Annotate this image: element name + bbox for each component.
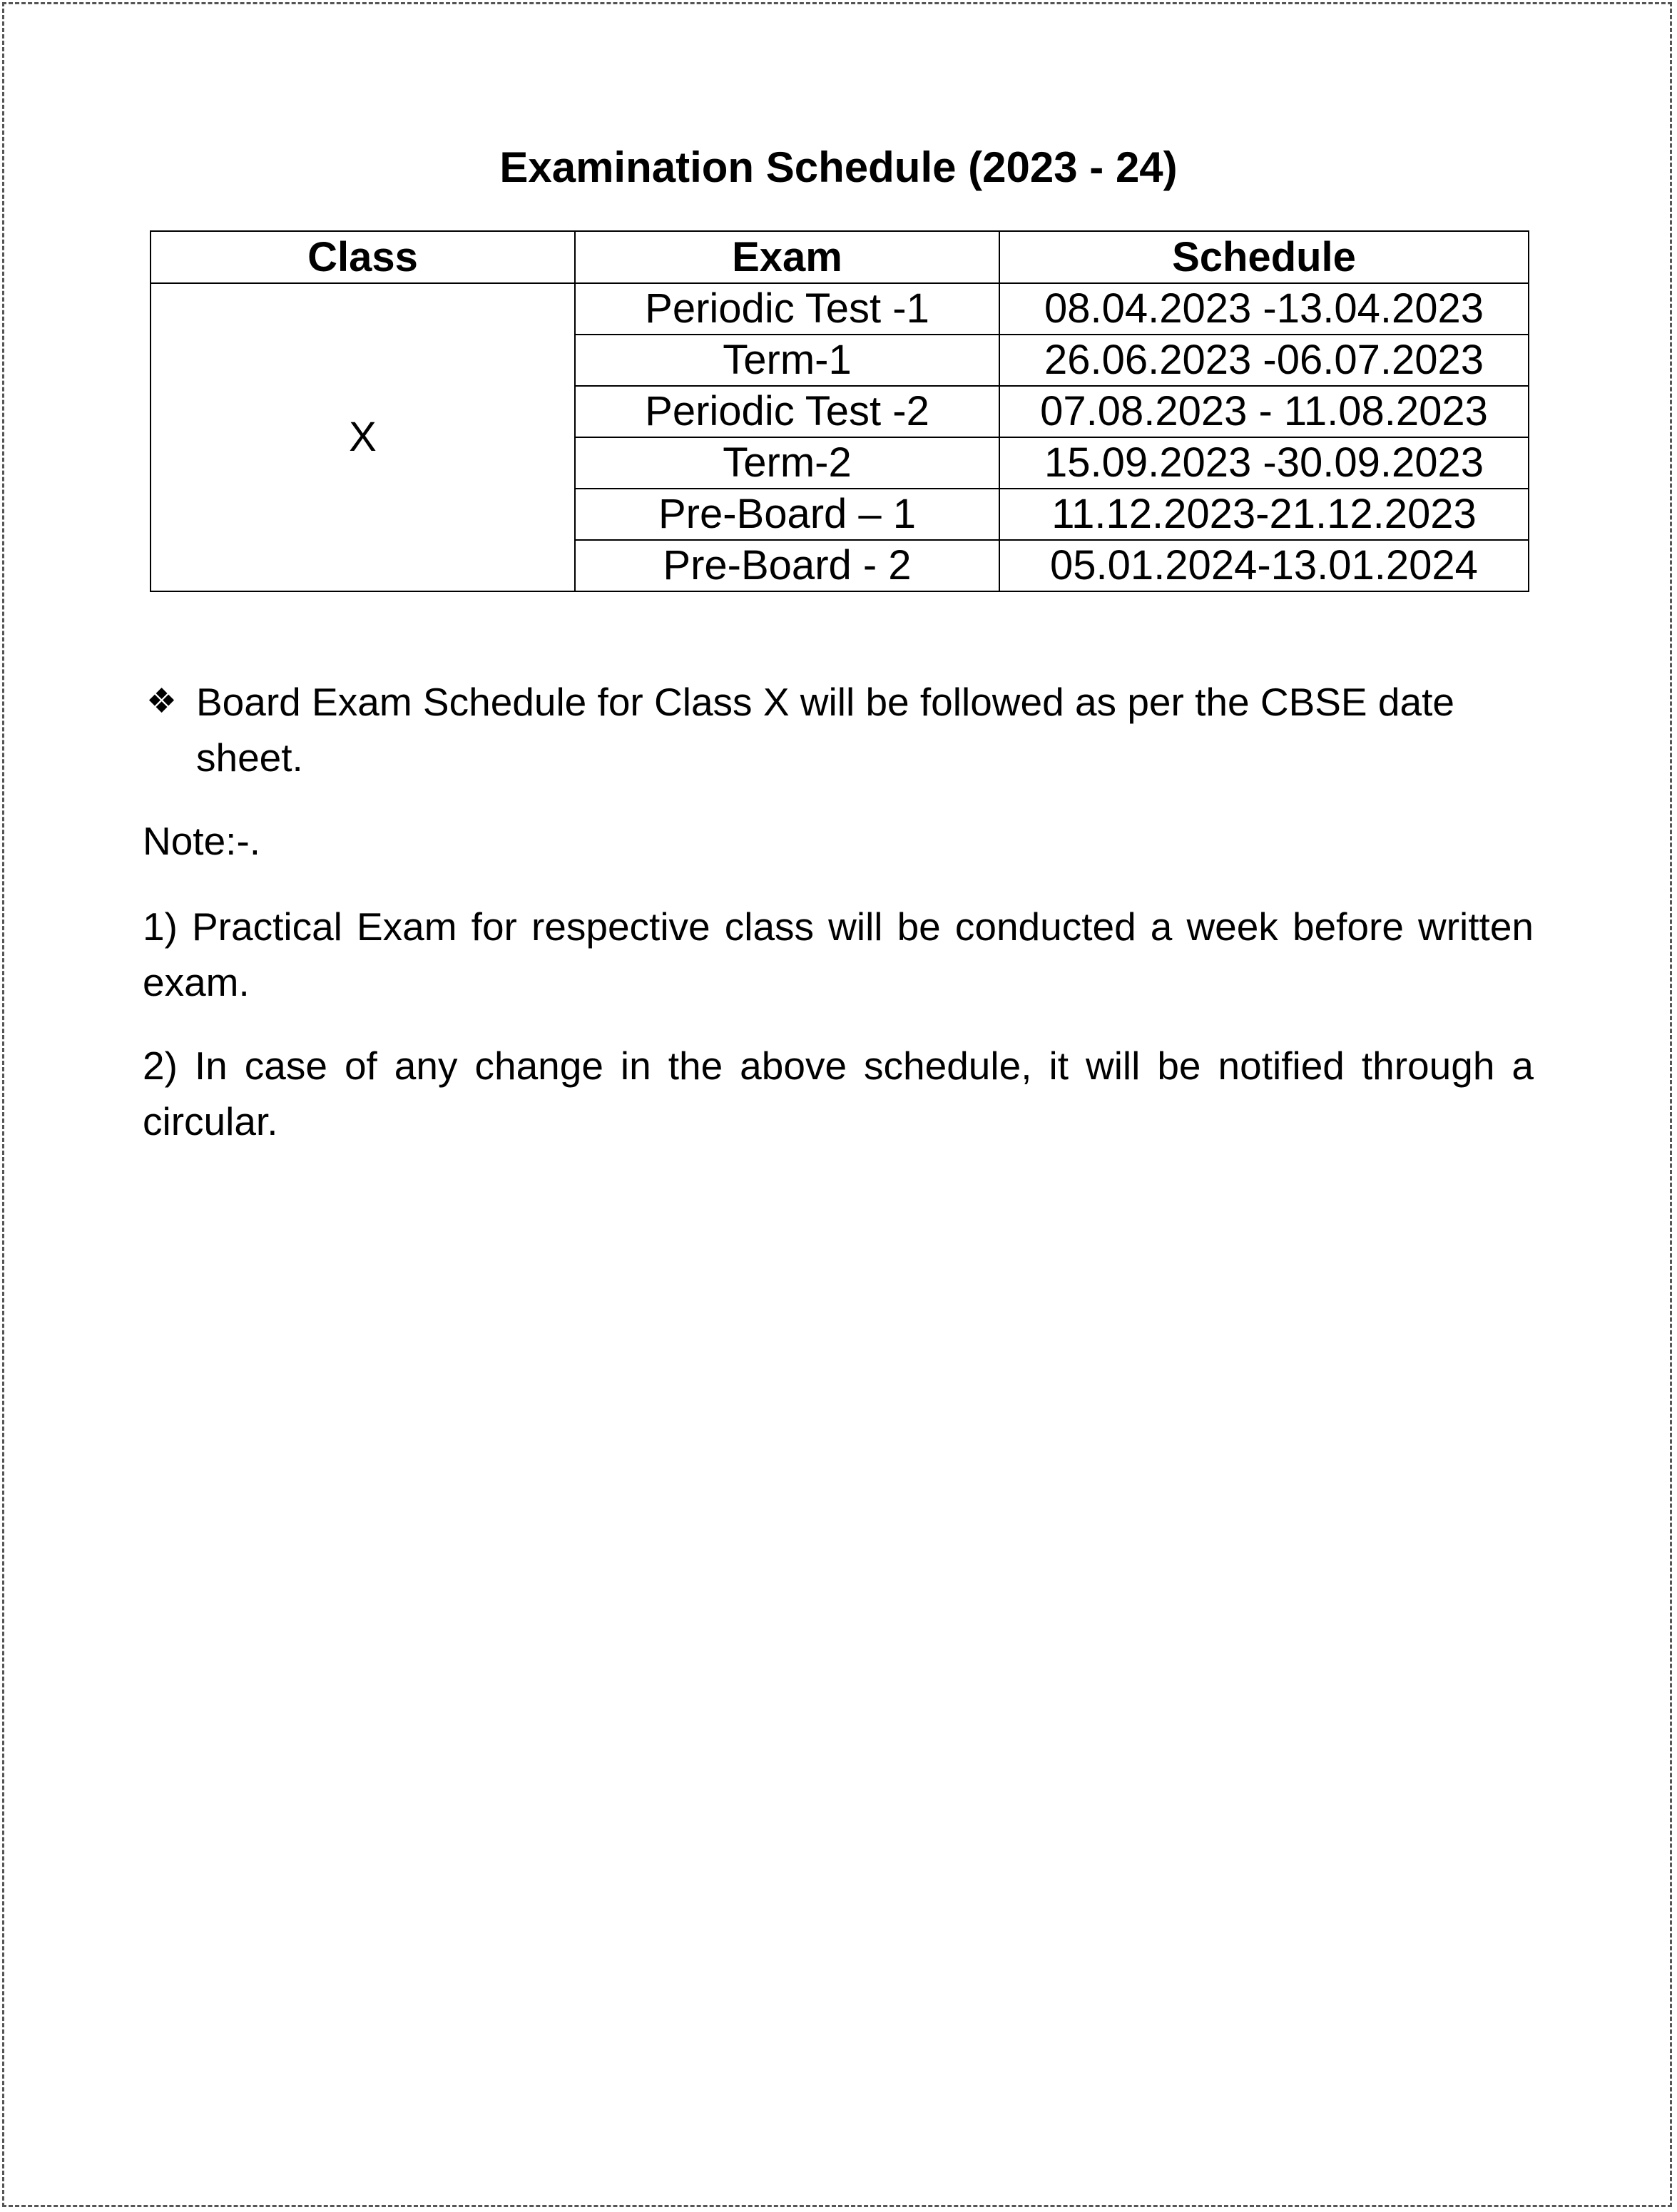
class-cell: X (151, 283, 575, 591)
exam-cell: Periodic Test -2 (575, 386, 999, 437)
note-item-2: 2) In case of any change in the above schedule, it will be notified through a circular. (143, 1044, 1534, 1143)
four-diamond-bullet-icon: ❖ (146, 683, 178, 720)
page-title: Examination Schedule (2023 - 24) (499, 143, 1178, 191)
exam-cell: Periodic Test -1 (575, 283, 999, 335)
exam-cell: Pre-Board – 1 (575, 489, 999, 540)
schedule-table (150, 230, 1529, 592)
header-class: Class (151, 231, 575, 283)
header-exam: Exam (575, 231, 999, 283)
exam-cell: Pre-Board - 2 (575, 540, 999, 591)
table-row (151, 283, 1529, 335)
table-header-row (151, 231, 1529, 283)
schedule-cell: 11.12.2023-21.12.2023 (999, 489, 1529, 540)
schedule-cell: 15.09.2023 -30.09.2023 (999, 437, 1529, 489)
schedule-cell: 07.08.2023 - 11.08.2023 (999, 386, 1529, 437)
board-exam-bullet (146, 674, 1534, 785)
bullet-text: Board Exam Schedule for Class X will be followed as per the CBSE date sheet. (196, 680, 1454, 780)
exam-cell: Term-2 (575, 437, 999, 489)
schedule-cell: 05.01.2024-13.01.2024 (999, 540, 1529, 591)
header-schedule: Schedule (999, 231, 1529, 283)
exam-cell: Term-1 (575, 335, 999, 386)
schedule-cell: 26.06.2023 -06.07.2023 (999, 335, 1529, 386)
schedule-cell: 08.04.2023 -13.04.2023 (999, 283, 1529, 335)
note-item-1: 1) Practical Exam for respective class will be conducted a week before written exam. (143, 904, 1534, 1004)
note-label: Note:-. (143, 819, 261, 863)
